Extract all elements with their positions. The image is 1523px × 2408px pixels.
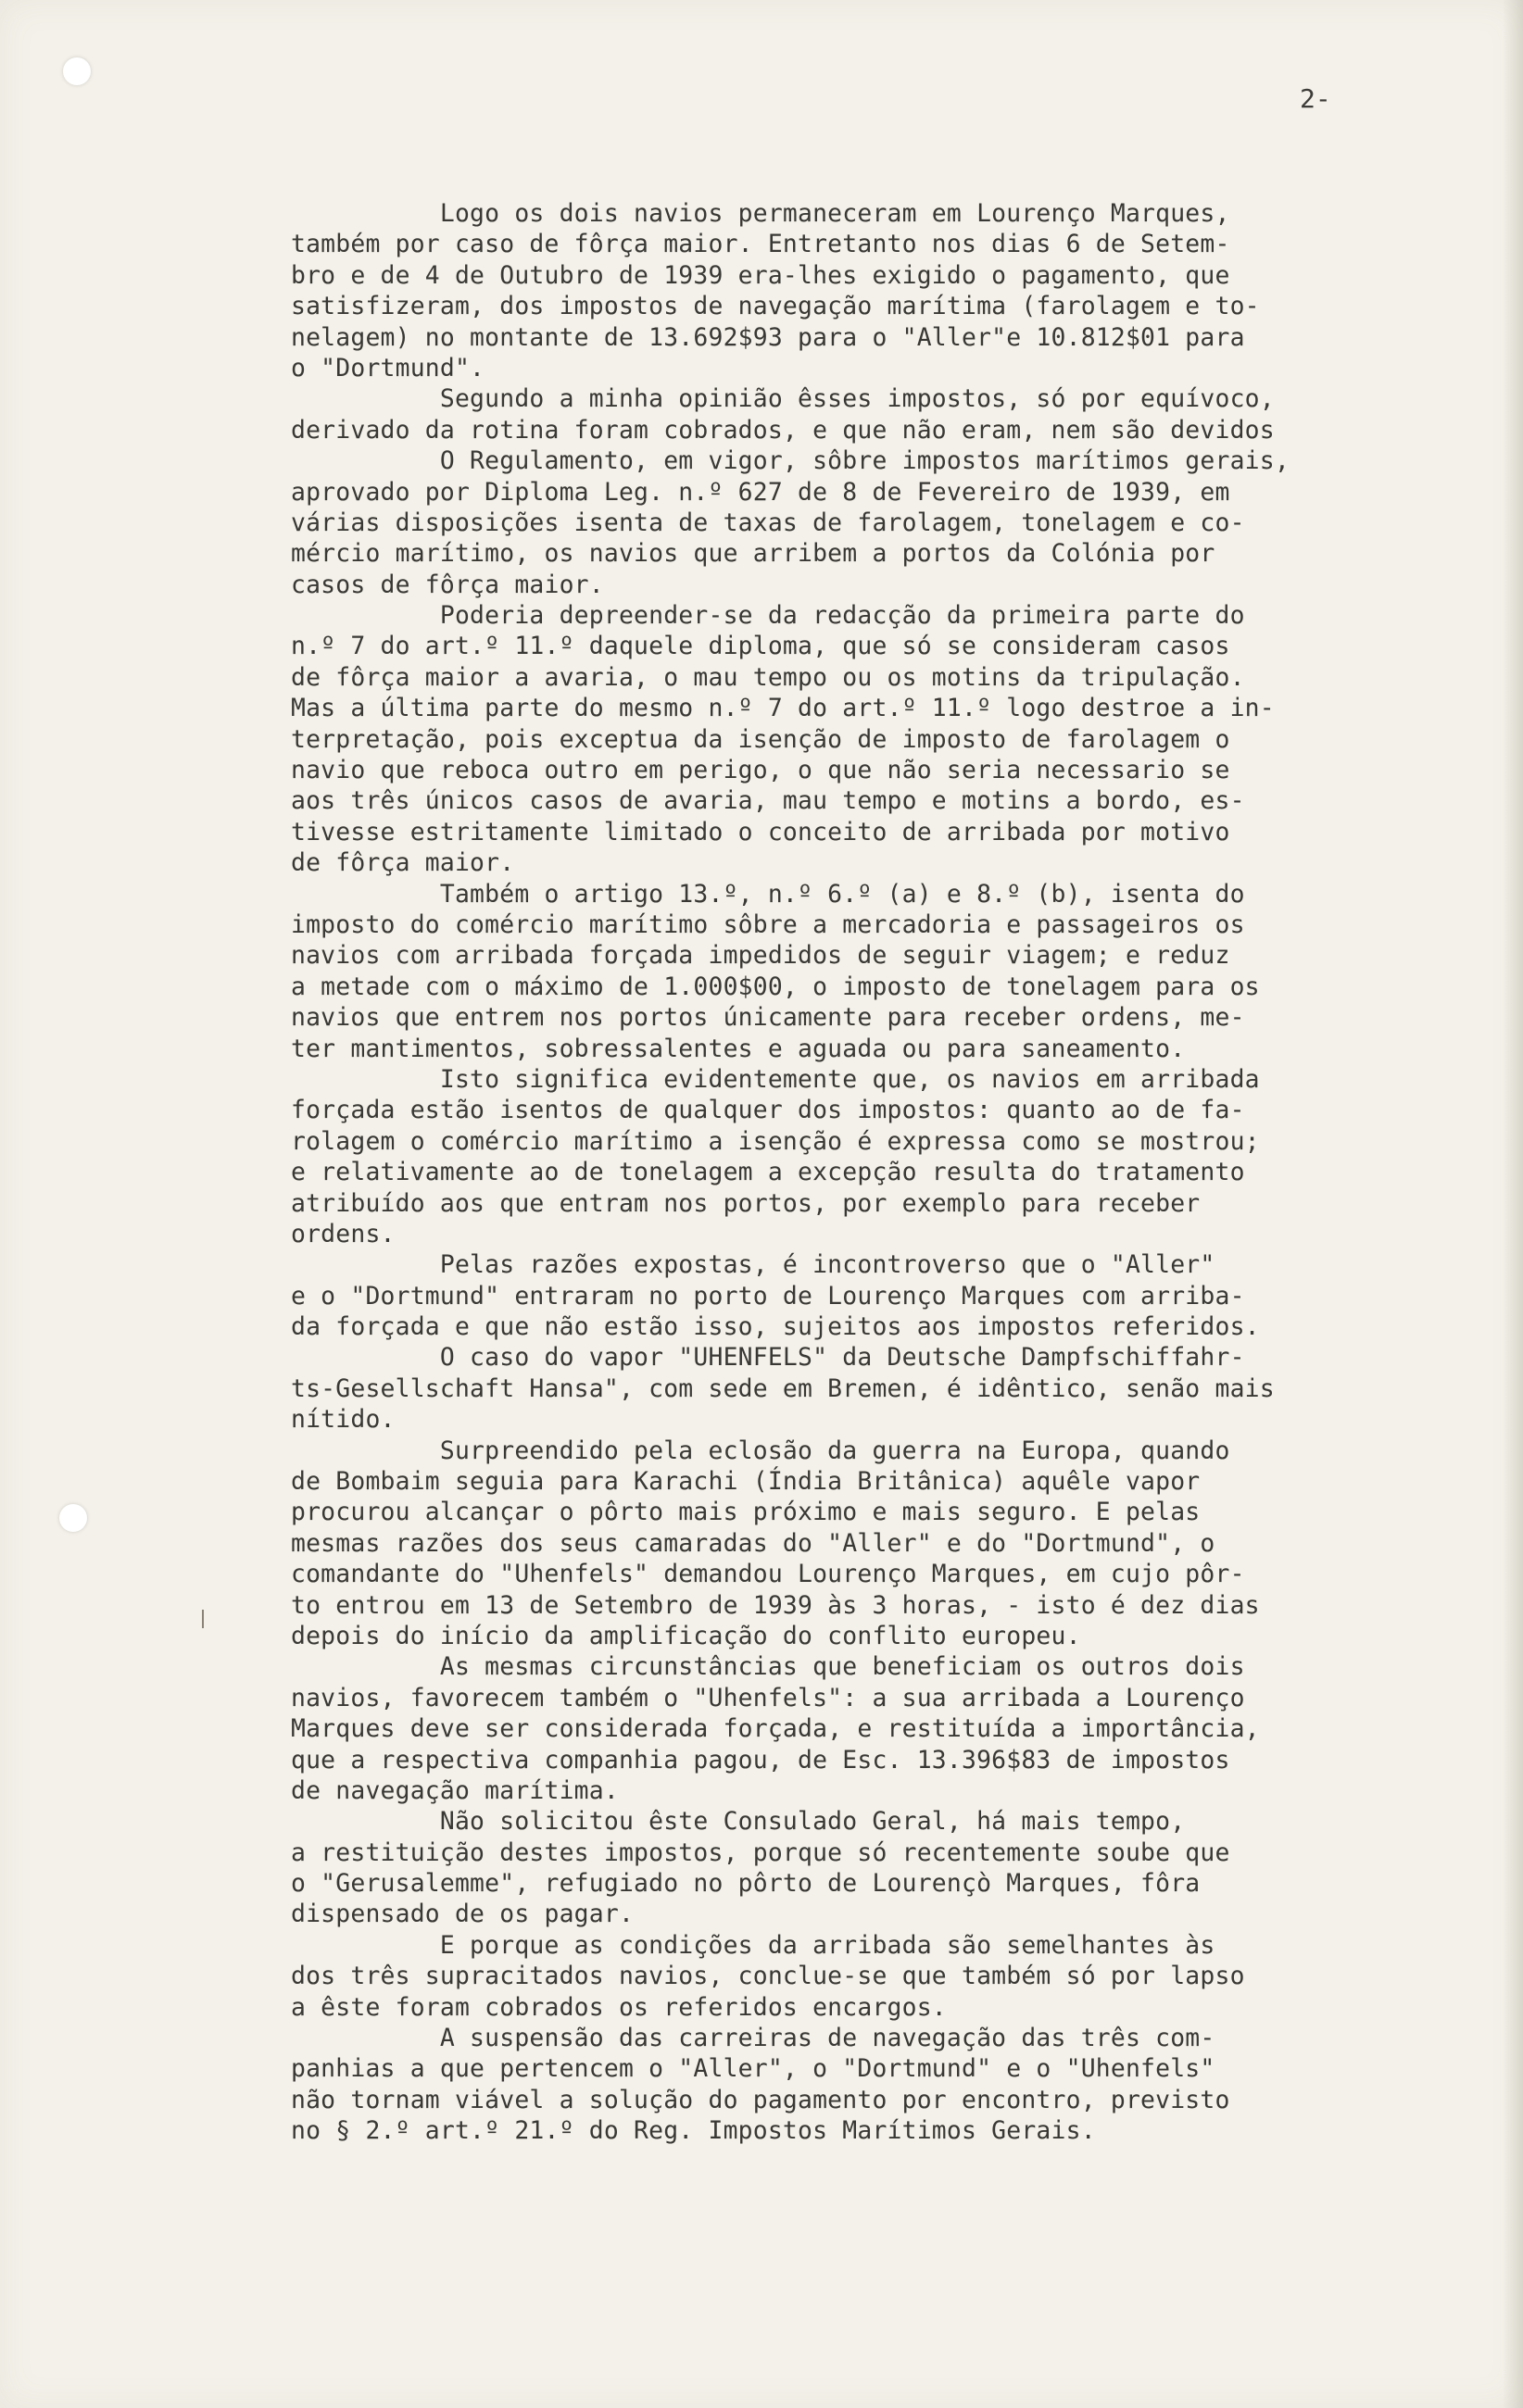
text-line: o "Gerusalemme", refugiado no pôrto de Lourençò Marques, fôra (291, 1869, 1201, 1899)
text-line: navio que reboca outro em perigo, o que não seria necessario se (291, 756, 1230, 785)
text-line: o "Dortmund". (291, 353, 485, 383)
text-line: mesmas razões dos seus camaradas do "Aller" e do "Dortmund", o (291, 1528, 1215, 1558)
text-line: O caso do vapor "UHENFELS" da Deutsche Dampfschiffahr- (291, 1343, 1245, 1373)
text-line: navios, favorecem também o "Uhenfels": a sua arribada a Lourenço (291, 1683, 1245, 1712)
text-line: não tornam viável a solução do pagamento por encontro, previsto (291, 2085, 1230, 2114)
text-line: Pelas razões expostas, é incontroverso que o "Aller" (291, 1250, 1215, 1280)
text-line: navios que entrem nos portos únicamente para receber ordens, me- (291, 1003, 1245, 1033)
text-line: ts-Gesellschaft Hansa", com sede em Bremen, é idêntico, senão mais (291, 1373, 1275, 1403)
text-line: to entrou em 13 de Setembro de 1939 às 3 horas, - isto é dez dias (291, 1590, 1260, 1620)
text-line: Logo os dois navios permaneceram em Lourenço Marques, (291, 199, 1230, 228)
letter-body (291, 198, 1514, 2147)
text-line: aos três únicos casos de avaria, mau tempo e motins a bordo, es- (291, 786, 1245, 816)
text-line: O Regulamento, em vigor, sôbre impostos marítimos gerais, (291, 446, 1290, 476)
text-line: navios com arribada forçada impedidos de seguir viagem; e reduz (291, 941, 1230, 971)
text-line: também por caso de fôrça maior. Entretanto nos dias 6 de Setem- (291, 230, 1230, 259)
text-line: de fôrça maior. (291, 848, 515, 878)
text-line: rolagem o comércio marítimo a isenção é expressa como se mostrou; (291, 1126, 1260, 1156)
text-line: de fôrça maior a avaria, o mau tempo ou os motins da tripulação. (291, 662, 1245, 692)
text-line: atribuído aos que entram nos portos, por exemplo para receber (291, 1188, 1201, 1218)
text-line: ter mantimentos, sobressalentes e aguada ou para saneamento. (291, 1034, 1186, 1063)
punch-hole-middle (59, 1504, 87, 1532)
text-line: a restituição destes impostos, porque só recentemente soube que (291, 1837, 1230, 1867)
text-line: dos três supracitados navios, conclue-se que também só por lapso (291, 1962, 1245, 1991)
text-line: tivesse estritamente limitado o conceito de arribada por motivo (291, 817, 1230, 847)
text-line: nelagem) no montante de 13.692$93 para o "Aller"e 10.812$01 para (291, 322, 1245, 352)
text-line: mércio marítimo, os navios que arribem a portos da Colónia por (291, 539, 1215, 569)
text-line: Não solicitou êste Consulado Geral, há mais tempo, (291, 1807, 1186, 1837)
text-line: terpretação, pois exceptua da isenção de imposto de farolagem o (291, 724, 1230, 754)
text-line: depois do início da amplificação do conflito europeu. (291, 1621, 1081, 1650)
text-line: n.º 7 do art.º 11.º daquele diploma, que só se consideram casos (291, 632, 1230, 661)
text-line: derivado da rotina foram cobrados, e que não eram, nem são devidos (291, 415, 1275, 445)
text-line: Isto significa evidentemente que, os navios em arribada (291, 1064, 1260, 1094)
text-line: imposto do comércio marítimo sôbre a mercadoria e passageiros os (291, 909, 1245, 939)
text-line: e o "Dortmund" entraram no porto de Lourenço Marques com arriba- (291, 1281, 1245, 1311)
text-line: várias disposições isenta de taxas de farolagem, tonelagem e co- (291, 508, 1245, 537)
text-line: aprovado por Diploma Leg. n.º 627 de 8 de Fevereiro de 1939, em (291, 477, 1230, 507)
text-line: a êste foram cobrados os referidos encargos. (291, 1992, 947, 2022)
text-line: procurou alcançar o pôrto mais próximo e mais seguro. E pelas (291, 1498, 1201, 1527)
text-line: bro e de 4 de Outubro de 1939 era-lhes exigido o pagamento, que (291, 260, 1230, 290)
text-line: comandante do "Uhenfels" demandou Lourenço Marques, em cujo pôr- (291, 1560, 1245, 1589)
text-line: a metade com o máximo de 1.000$00, o imposto de tonelagem para os (291, 972, 1260, 1001)
text-line: de Bombaim seguia para Karachi (Índia Britânica) aquêle vapor (291, 1467, 1201, 1497)
text-line: Mas a última parte do mesmo n.º 7 do art.º 11.º logo destroe a in- (291, 694, 1275, 723)
text-line: E porque as condições da arribada são semelhantes às (291, 1930, 1215, 1960)
text-line: que a respectiva companhia pagou, de Esc. 13.396$83 de impostos (291, 1745, 1230, 1775)
text-line: dispensado de os pagar. (291, 1900, 635, 1929)
text-line: Surpreendido pela eclosão da guerra na Europa, quando (291, 1436, 1230, 1465)
text-line: Também o artigo 13.º, n.º 6.º (a) e 8.º (b), isenta do (291, 879, 1245, 909)
text-line: satisfizeram, dos impostos de navegação marítima (farolagem e to- (291, 292, 1260, 321)
text-line: no § 2.º art.º 21.º do Reg. Impostos Marítimos Gerais. (291, 2116, 1096, 2146)
text-line: panhias a que pertencem o "Aller", o "Dortmund" e o "Uhenfels" (291, 2054, 1215, 2084)
text-line: de navegação marítima. (291, 1775, 619, 1805)
text-line: As mesmas circunstâncias que beneficiam os outros dois (291, 1652, 1245, 1682)
text-line: nítido. (291, 1405, 396, 1435)
text-line: forçada estão isentos de qualquer dos impostos: quanto ao de fa- (291, 1096, 1245, 1125)
text-line: ordens. (291, 1219, 396, 1248)
page-number: 2- (1300, 83, 1331, 114)
text-line: casos de fôrça maior. (291, 570, 604, 599)
margin-mark (202, 1610, 204, 1628)
text-line: A suspensão das carreiras de navegação das três com- (291, 2024, 1215, 2053)
text-line: da forçada e que não estão isso, sujeitos aos impostos referidos. (291, 1312, 1260, 1342)
text-line: Segundo a minha opinião êsses impostos, só por equívoco, (291, 384, 1275, 414)
text-line: Poderia depreender-se da redacção da primeira parte do (291, 601, 1245, 631)
text-line: Marques deve ser considerada forçada, e restituída a importância, (291, 1714, 1260, 1744)
punch-hole-top (63, 57, 91, 85)
text-line: e relativamente ao de tonelagem a excepção resulta do tratamento (291, 1158, 1245, 1187)
